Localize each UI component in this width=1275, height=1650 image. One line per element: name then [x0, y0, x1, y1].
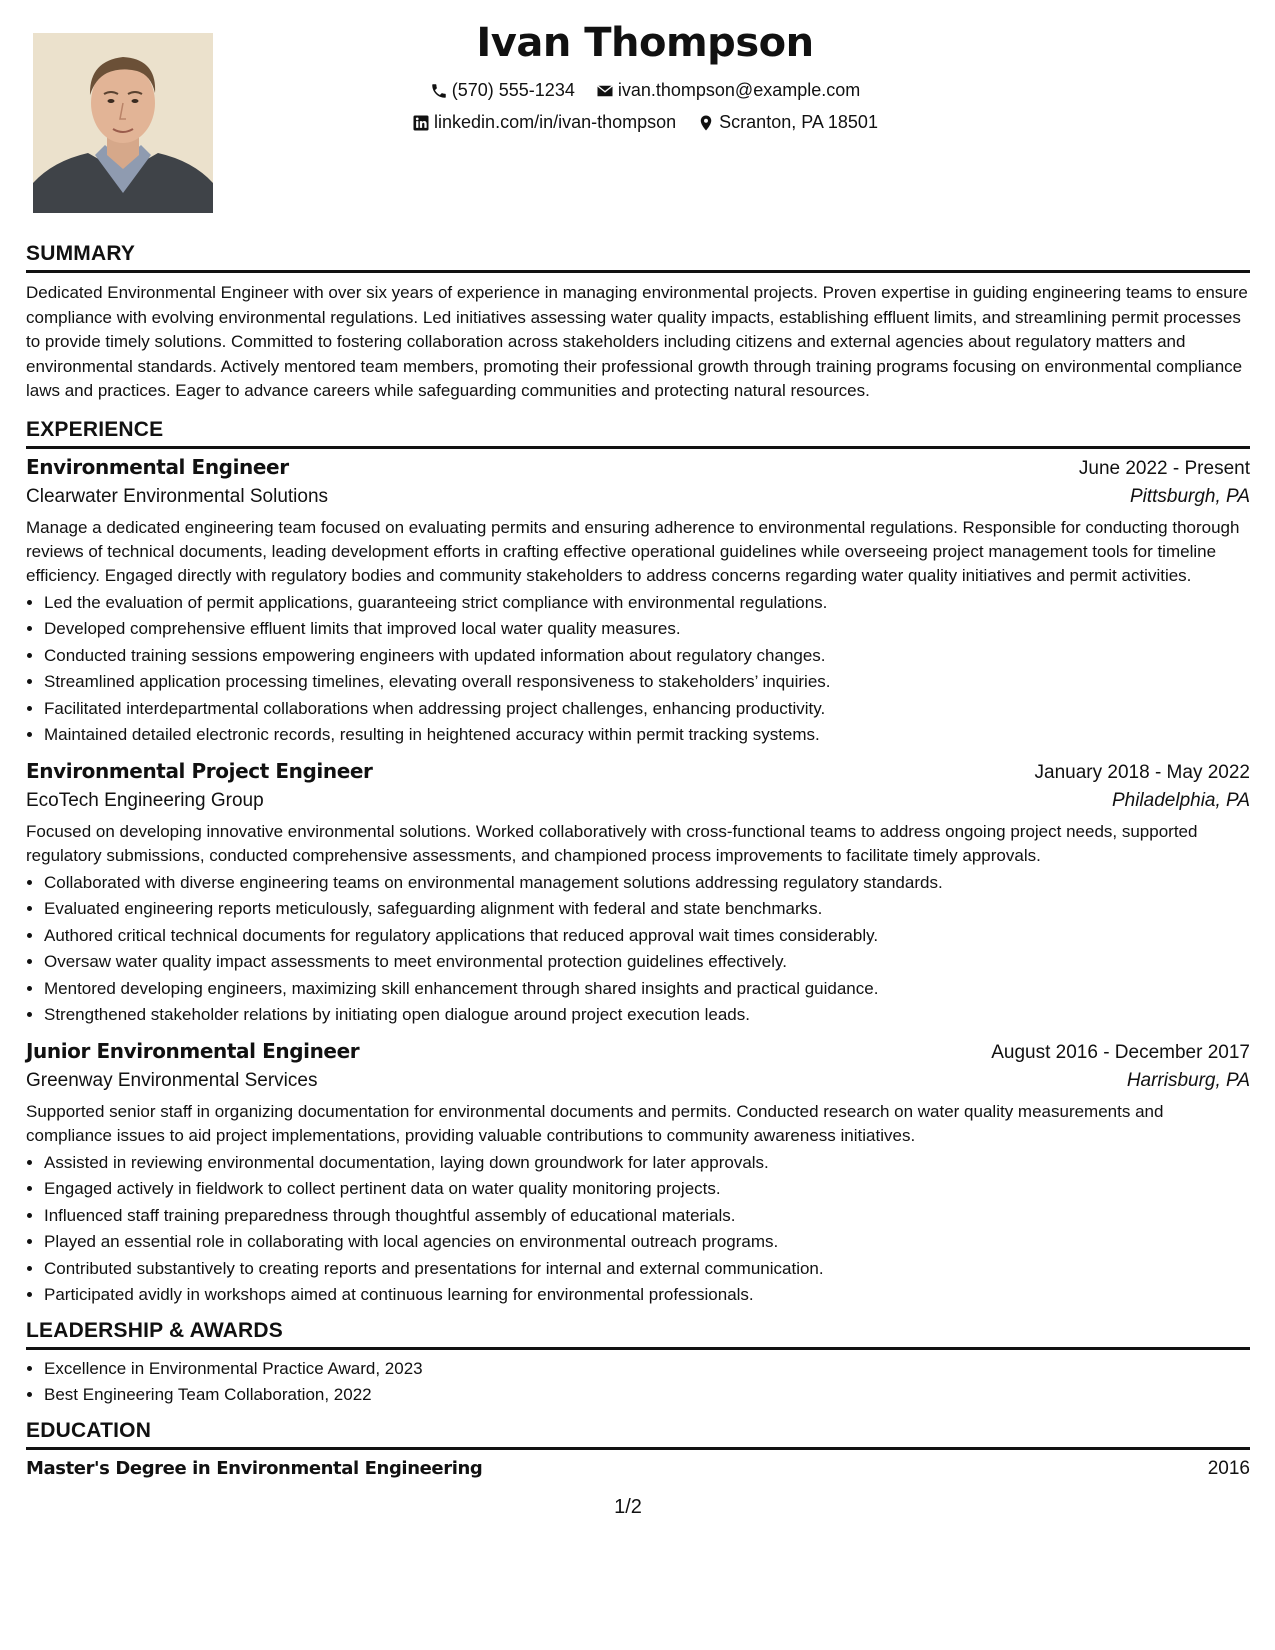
job-dates: June 2022 - Present	[1078, 457, 1250, 479]
education-heading: EDUCATION	[26, 1419, 1250, 1450]
phone-text: (570) 555-1234	[451, 80, 575, 100]
bullet-item: • Led the evaluation of permit applications, guaranteeing strict compliance with environmental regulations.	[44, 590, 1250, 617]
job-bullets	[26, 590, 1250, 749]
bullet-item: • Engaged actively in fieldwork to collect pertinent data on water quality monitoring projects.	[44, 1176, 1250, 1203]
job-entry	[26, 759, 1250, 1029]
job-location: Pittsburgh, PA	[1129, 485, 1250, 507]
experience-heading: EXPERIENCE	[26, 418, 1250, 449]
bullet-item: • Contributed substantively to creating reports and presentations for internal and external communication.	[44, 1256, 1250, 1283]
company-name: Clearwater Environmental Solutions	[26, 485, 329, 507]
job-title: Environmental Project Engineer	[26, 758, 373, 783]
bullet-item: • Maintained detailed electronic records, resulting in heightened accuracy within permit tracking systems.	[44, 722, 1250, 749]
job-entry	[26, 455, 1250, 749]
summary-heading: SUMMARY	[26, 242, 1250, 273]
bullet-item: • Conducted training sessions empowering engineers with updated information about regulatory changes.	[44, 643, 1250, 670]
job-description: Focused on developing innovative environmental solutions. Worked collaboratively with cross-functional teams to address ongoing project needs, supported regulatory submissions, conducted comprehensive assessments, and championed process improvements to facilitate timely approvals.	[26, 821, 1198, 865]
bullet-item: • Assisted in reviewing environmental documentation, laying down groundwork for later approvals.	[44, 1150, 1250, 1177]
job-dates: January 2018 - May 2022	[1034, 761, 1250, 783]
location-text: Scranton, PA 18501	[719, 112, 878, 132]
bullet-item: • Strengthened stakeholder relations by initiating open dialogue around project execution leads.	[44, 1002, 1250, 1029]
company-name: EcoTech Engineering Group	[26, 789, 264, 811]
bullet-item: • Developed comprehensive effluent limits that improved local water quality measures.	[44, 616, 1250, 643]
linkedin-contact[interactable]	[412, 112, 676, 133]
phone-icon	[430, 82, 448, 100]
job-description: Supported senior staff in organizing documentation for environmental documents and permits. Conducted research on water quality measurements and compliance issues to aid project implementations, providing valuable contributions to community awareness initiatives.	[26, 1101, 1164, 1145]
job-location: Philadelphia, PA	[1111, 789, 1250, 811]
awards-list	[26, 1356, 1250, 1409]
envelope-icon	[596, 82, 614, 100]
linkedin-text: linkedin.com/in/ivan-thompson	[434, 112, 677, 132]
bullet-item: • Oversaw water quality impact assessments to meet environmental protection guidelines effectively.	[44, 949, 1250, 976]
email-contact[interactable]	[596, 80, 860, 101]
bullet-item: • Participated avidly in workshops aimed at continuous learning for environmental professionals.	[44, 1282, 1250, 1309]
job-location: Harrisburg, PA	[1126, 1069, 1250, 1091]
summary-text: Dedicated Environmental Engineer with over six years of experience in managing environmental projects. Proven expertise in guiding engineering teams to ensure compliance with evolving environmental regulations. Led initiatives assessing water quality impacts, establishing effluent limits, and streamlining permit processes to provide timely solutions. Committed to fostering collaboration across stakeholders including citizens and external agencies about regulatory matters and environmental standards. Actively mentored team members, promoting their professional growth through training programs focusing on environmental compliance laws and practices. Eager to advance careers while safeguarding communities and protecting natural resources.	[26, 283, 1248, 400]
portrait-image	[33, 33, 213, 213]
bullet-item: • Authored critical technical documents for regulatory applications that reduced approval wait times considerably.	[44, 923, 1250, 950]
education-entry	[26, 1458, 1250, 1480]
map-pin-icon	[697, 114, 715, 132]
profile-photo	[33, 33, 213, 213]
resume-content	[26, 242, 1250, 1480]
job-entry	[26, 1039, 1250, 1309]
email-text: ivan.thompson@example.com	[617, 80, 861, 100]
location-contact	[697, 112, 878, 133]
job-dates: August 2016 - December 2017	[991, 1041, 1250, 1063]
award-item: • Best Engineering Team Collaboration, 2022	[44, 1382, 1250, 1409]
award-item: • Excellence in Environmental Practice Award, 2023	[44, 1356, 1250, 1383]
bullet-item: • Mentored developing engineers, maximizing skill enhancement through shared insights and practical guidance.	[44, 976, 1250, 1003]
job-title: Junior Environmental Engineer	[26, 1038, 360, 1063]
bullet-item: • Played an essential role in collaborating with local agencies on environmental outreach programs.	[44, 1229, 1250, 1256]
job-bullets	[26, 870, 1250, 1029]
contact-row-2	[300, 112, 990, 137]
job-description: Manage a dedicated engineering team focused on evaluating permits and ensuring adherence to environmental regulations. Responsible for conducting thorough reviews of technical documents, leading development efforts in crafting effective operational guidelines while overseeing project management tools for timeline efficiency. Engaged directly with regulatory bodies and community stakeholders to address concerns regarding water quality initiatives and permit activities.	[26, 517, 1240, 585]
linkedin-icon	[412, 114, 430, 132]
bullet-item: • Facilitated interdepartmental collaborations when addressing project challenges, enhancing productivity.	[44, 696, 1250, 723]
degree-name: Master's Degree in Environmental Engineering	[26, 1457, 483, 1479]
bullet-item: • Evaluated engineering reports meticulously, safeguarding alignment with federal and state benchmarks.	[44, 896, 1250, 923]
bullet-item: • Collaborated with diverse engineering teams on environmental management solutions addressing regulatory standards.	[44, 870, 1250, 897]
company-name: Greenway Environmental Services	[26, 1069, 318, 1091]
job-bullets	[26, 1150, 1250, 1309]
page-number: 1/2	[614, 1496, 642, 1518]
bullet-item: • Influenced staff training preparedness through thoughtful assembly of educational materials.	[44, 1203, 1250, 1230]
bullet-item: • Streamlined application processing timelines, elevating overall responsiveness to stakeholders’ inquiries.	[44, 669, 1250, 696]
degree-year: 2016	[1207, 1457, 1250, 1479]
job-title: Environmental Engineer	[26, 454, 289, 479]
contact-row-1	[300, 80, 990, 105]
candidate-name: Ivan Thompson	[476, 20, 814, 66]
phone-contact[interactable]	[430, 80, 575, 101]
awards-heading: LEADERSHIP & AWARDS	[26, 1319, 1250, 1350]
